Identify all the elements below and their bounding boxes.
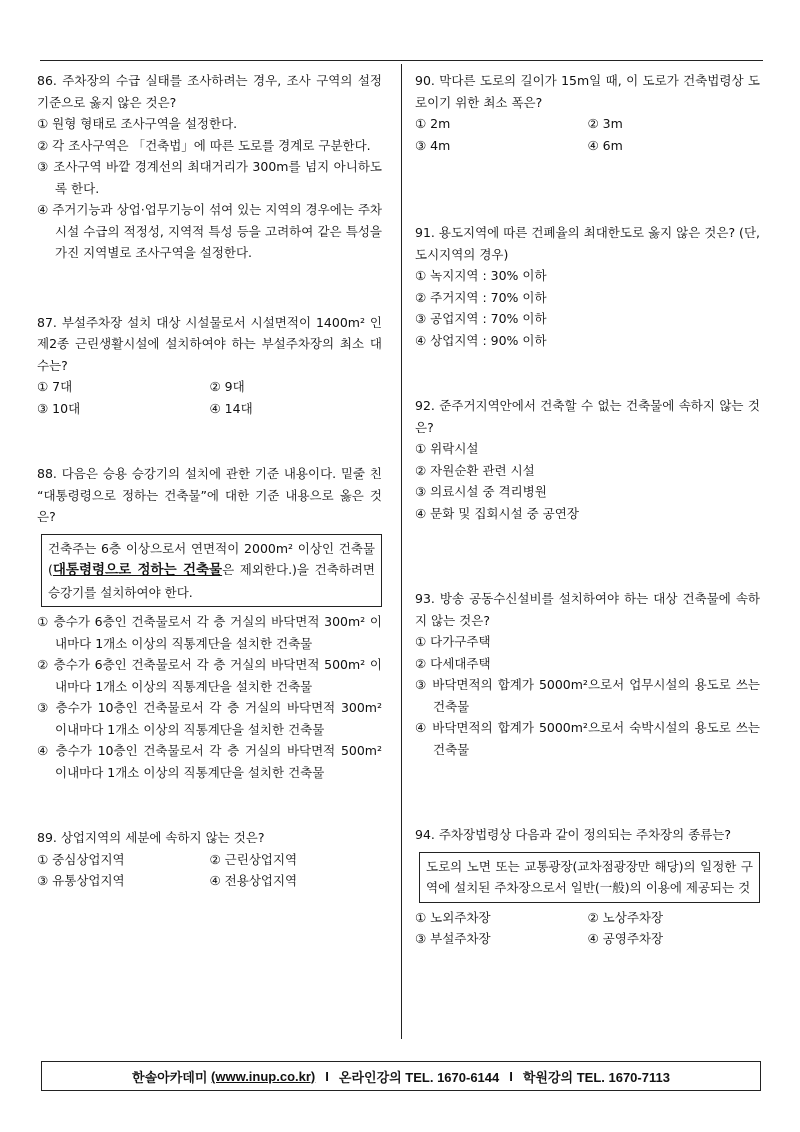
question-stem: 94. 주차장법령상 다음과 같이 정의되는 주차장의 종류는?: [415, 827, 732, 842]
option-3: ③ 유통상업지역: [37, 873, 125, 888]
question-stem: 90. 막다른 도로의 길이가 15m일 때, 이 도로가 건축법령상 도로이기 위한 최소 폭은?: [415, 73, 760, 110]
footer-separator: I: [509, 1068, 513, 1084]
option-4: ④ 상업지역 : 90% 이하: [415, 332, 547, 348]
top-rule: [40, 60, 763, 61]
online-phone: 온라인강의 TEL. 1670-6144: [338, 1069, 500, 1085]
option-4: ④ 전용상업지역: [209, 873, 298, 888]
question-92: [415, 395, 760, 524]
question-stem: 91. 용도지역에 따른 건폐율의 최대한도로 옳지 않은 것은? (단, 도시지역의 경우): [415, 225, 760, 262]
option-3: ③ 의료시설 중 격리병원: [415, 484, 547, 499]
option-grid: [37, 849, 382, 892]
option-1: ① 층수가 6층인 건축물로서 각 층 거실의 바닥면적 300m² 이내마다 1개소 이상의 직통계단을 설치한 건축물: [37, 614, 382, 651]
option-3: ③ 층수가 10층인 건축물로서 각 층 거실의 바닥면적 300m² 이내마다 1개소 이상의 직통계단을 설치한 건축물: [37, 700, 382, 737]
question-87: [37, 312, 382, 420]
option-3: ③ 공업지역 : 70% 이하: [415, 311, 547, 326]
option-1: ① 7대: [37, 379, 73, 394]
question-stem: 86. 주차장의 수급 실태를 조사하려는 경우, 조사 구역의 설정 기준으로 옳지 않은 것은?: [37, 73, 382, 110]
option-2: ② 9대: [209, 379, 245, 394]
option-grid: [415, 907, 760, 950]
right-column: [415, 70, 760, 950]
quote-underlined-term: 대통령령으로 정하는 건축물: [52, 562, 223, 578]
question-stem: 92. 준주거지역안에서 건축할 수 없는 건축물에 속하지 않는 것은?: [415, 398, 760, 435]
quote-text-after: 은 제외한다.)을 건축하려면 승강기를 설치하여야 한다.: [48, 562, 375, 600]
option-2: ② 3m: [587, 116, 623, 131]
option-grid: [415, 113, 760, 156]
question-88: [37, 463, 382, 783]
quote-box: [41, 534, 382, 608]
quote-text-before: 건축주는 6층 이상으로서 연면적이 2000m² 이상인 건축물(: [48, 540, 375, 577]
option-2: ② 다세대주택: [415, 655, 491, 671]
question-stem: 93. 방송 공동수신설비를 설치하여야 하는 대상 건축물에 속하지 않는 것은?: [415, 591, 760, 628]
option-3: ③ 바닥면적의 합계가 5000m²으로서 업무시설의 용도로 쓰는 건축물: [415, 677, 760, 714]
option-4: ④ 14대: [209, 400, 253, 416]
footer-separator: I: [325, 1068, 329, 1084]
question-93: [415, 588, 760, 760]
option-4: ④ 주거기능과 상업·업무기능이 섞여 있는 지역의 경우에는 주차시설 수급의 적정성, 지역적 특성 등을 고려하여 같은 특성을 가진 지역별로 조사구역을 설정한다.: [37, 202, 382, 260]
left-column: [37, 70, 382, 892]
option-3: ③ 부설주차장: [415, 931, 491, 946]
option-4: ④ 바닥면적의 합계가 5000m²으로서 숙박시설의 용도로 쓰는 건축물: [415, 720, 760, 757]
option-4: ④ 문화 및 집회시설 중 공연장: [415, 505, 579, 521]
option-2: ② 층수가 6층인 건축물로서 각 층 거실의 바닥면적 500m² 이내마다 1개소 이상의 직통계단을 설치한 건축물: [37, 657, 382, 694]
option-1: ① 원형 형태로 조사구역을 설정한다.: [37, 116, 238, 131]
option-2: ② 근린상업지역: [209, 851, 298, 867]
option-4: ④ 6m: [587, 137, 623, 153]
question-94: [415, 824, 760, 950]
option-2: ② 주거지역 : 70% 이하: [415, 289, 547, 305]
option-1: ① 중심상업지역: [37, 851, 125, 867]
offline-phone: 학원강의 TEL. 1670-7113: [522, 1069, 670, 1085]
option-grid: [37, 376, 382, 419]
option-4: ④ 층수가 10층인 건축물로서 각 층 거실의 바닥면적 500m² 이내마다 1개소 이상의 직통계단을 설치한 건축물: [37, 743, 382, 780]
option-1: ① 노외주차장: [415, 909, 491, 925]
question-90: [415, 70, 760, 156]
option-2: ② 각 조사구역은 「건축법」에 따른 도로를 경계로 구분한다.: [37, 137, 371, 153]
option-1: ① 위락시설: [415, 441, 479, 456]
question-86: [37, 70, 382, 264]
option-3: ③ 10대: [37, 400, 81, 416]
column-divider: [401, 64, 402, 1039]
question-stem: 88. 다음은 승용 승강기의 설치에 관한 기준 내용이다. 밑줄 친 “대통령령으로 정하는 건축물”에 대한 기준 내용으로 옳은 것은?: [37, 466, 382, 524]
academy-url[interactable]: (www.inup.co.kr): [211, 1068, 316, 1084]
option-4: ④ 공영주차장: [587, 931, 664, 946]
footer-bar: [41, 1061, 761, 1091]
definition-box: 도로의 노면 또는 교통광장(교차점광장만 해당)의 일정한 구역에 설치된 주차장으로서 일반(一般)의 이용에 제공되는 것: [419, 852, 760, 903]
question-91: [415, 222, 760, 351]
option-2: ② 노상주차장: [587, 909, 664, 925]
question-89: [37, 827, 382, 892]
option-2: ② 자원순환 관련 시설: [415, 462, 535, 478]
option-3: ③ 4m: [415, 137, 451, 153]
question-stem: 89. 상업지역의 세분에 속하지 않는 것은?: [37, 830, 265, 845]
academy-name: 한솔아카데미: [132, 1069, 208, 1085]
option-1: ① 다가구주택: [415, 634, 491, 649]
option-3: ③ 조사구역 바깥 경계선의 최대거리가 300m를 넘지 아니하도록 한다.: [37, 159, 382, 196]
question-stem: 87. 부설주차장 설치 대상 시설물로서 시설면적이 1400m² 인 제2종 근린생활시설에 설치하여야 하는 부설주차장의 최소 대수는?: [37, 314, 382, 373]
option-1: ① 2m: [415, 116, 451, 131]
option-1: ① 녹지지역 : 30% 이하: [415, 268, 547, 283]
